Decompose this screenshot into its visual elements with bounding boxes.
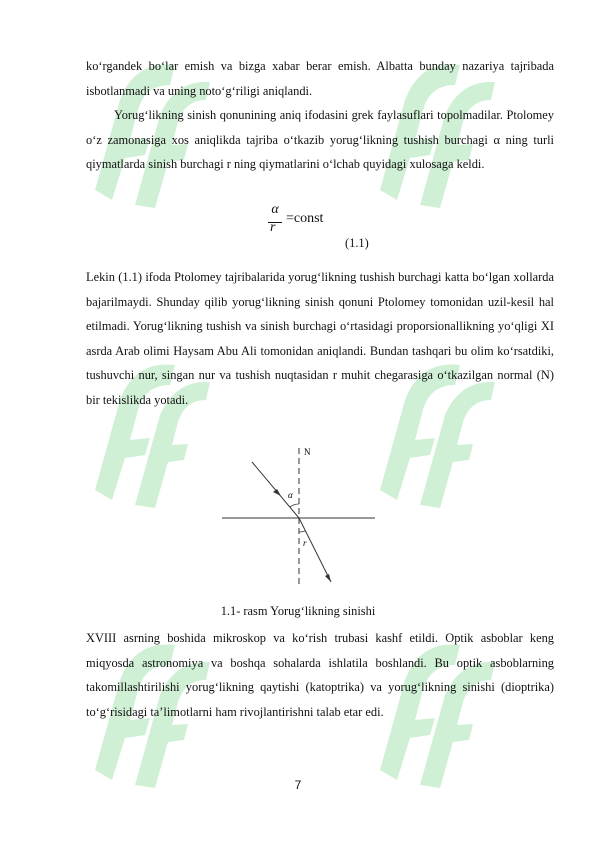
r-arc bbox=[299, 531, 305, 532]
incident-arrow-icon bbox=[273, 489, 281, 496]
formula-numerator: α bbox=[271, 202, 279, 217]
refraction-diagram bbox=[215, 440, 385, 590]
paragraph-4: XVIII asrning boshida mikroskop va ko‘rish trubasi kashf etildi. Optik asboblar keng miqyosda astronomiya va boshqa sohalarda ishlatila boshlandi. Bu optik asboblarning takomillashtirilishi yorug‘likning qaytishi (katoptrika) va yorug‘likning sinishi (dioptrika) to‘g‘risidagi ta’limotlarni ham rivojlantirishni talab etar edi. bbox=[86, 631, 554, 719]
alpha-arc bbox=[290, 504, 299, 507]
r-label: r bbox=[303, 538, 307, 548]
refracted-arrow-icon bbox=[325, 574, 331, 582]
paragraph-1: ko‘rgandek bo‘lar emish va bizga xabar berar emish. Albatta bunday nazariya tajribada isbotlanmadi va uning noto‘g‘riligi aniqlandi. bbox=[86, 59, 554, 98]
normal-label: N bbox=[304, 447, 311, 457]
equation-number: (1.1) bbox=[345, 236, 369, 250]
formula-denominator: r bbox=[270, 220, 276, 235]
alpha-label: α bbox=[288, 490, 293, 500]
figure-caption: 1.1- rasm Yorug‘likning sinishi bbox=[220, 604, 376, 618]
paragraph-2: Yorug‘likning sinish qonunining aniq ifodasini grek faylasuflari topolmadilar. Ptolomey o‘z zamonasiga xos aniqlikda tajriba o‘tkazib yorug‘likning tushish burchagi α ning turli qiymatlarda sinish burchagi r ning qiymatlarini o‘lchab quyidagi xulosaga keldi. bbox=[86, 108, 554, 172]
page-number: 7 bbox=[294, 778, 302, 792]
formula-rhs: =const bbox=[286, 211, 324, 226]
refracted-ray bbox=[299, 518, 331, 582]
paragraph-3: Lekin (1.1) ifoda Ptolomey tajribalarida yorug‘likning tushish burchagi katta bo‘lgan xollarda bajarilmaydi. Shunday qilib yorug‘likning sinish qonuni Ptolomey tomonidan uzil-kesil hal etilmadi. Yorug‘likning tushish va sinish burchagi o‘rtasidagi proporsionallikning yo‘qligi XI asrda Arab olimi Haysam Abu Ali tomonidan aniqlandi. Bundan tashqari bu olim ko‘rsatdiki, tushuvchi nur, singan nur va tushish nuqtasidan r muhit chegarasiga o‘tkazilgan normal (N) bir tekislikda yotadi. bbox=[86, 270, 554, 407]
